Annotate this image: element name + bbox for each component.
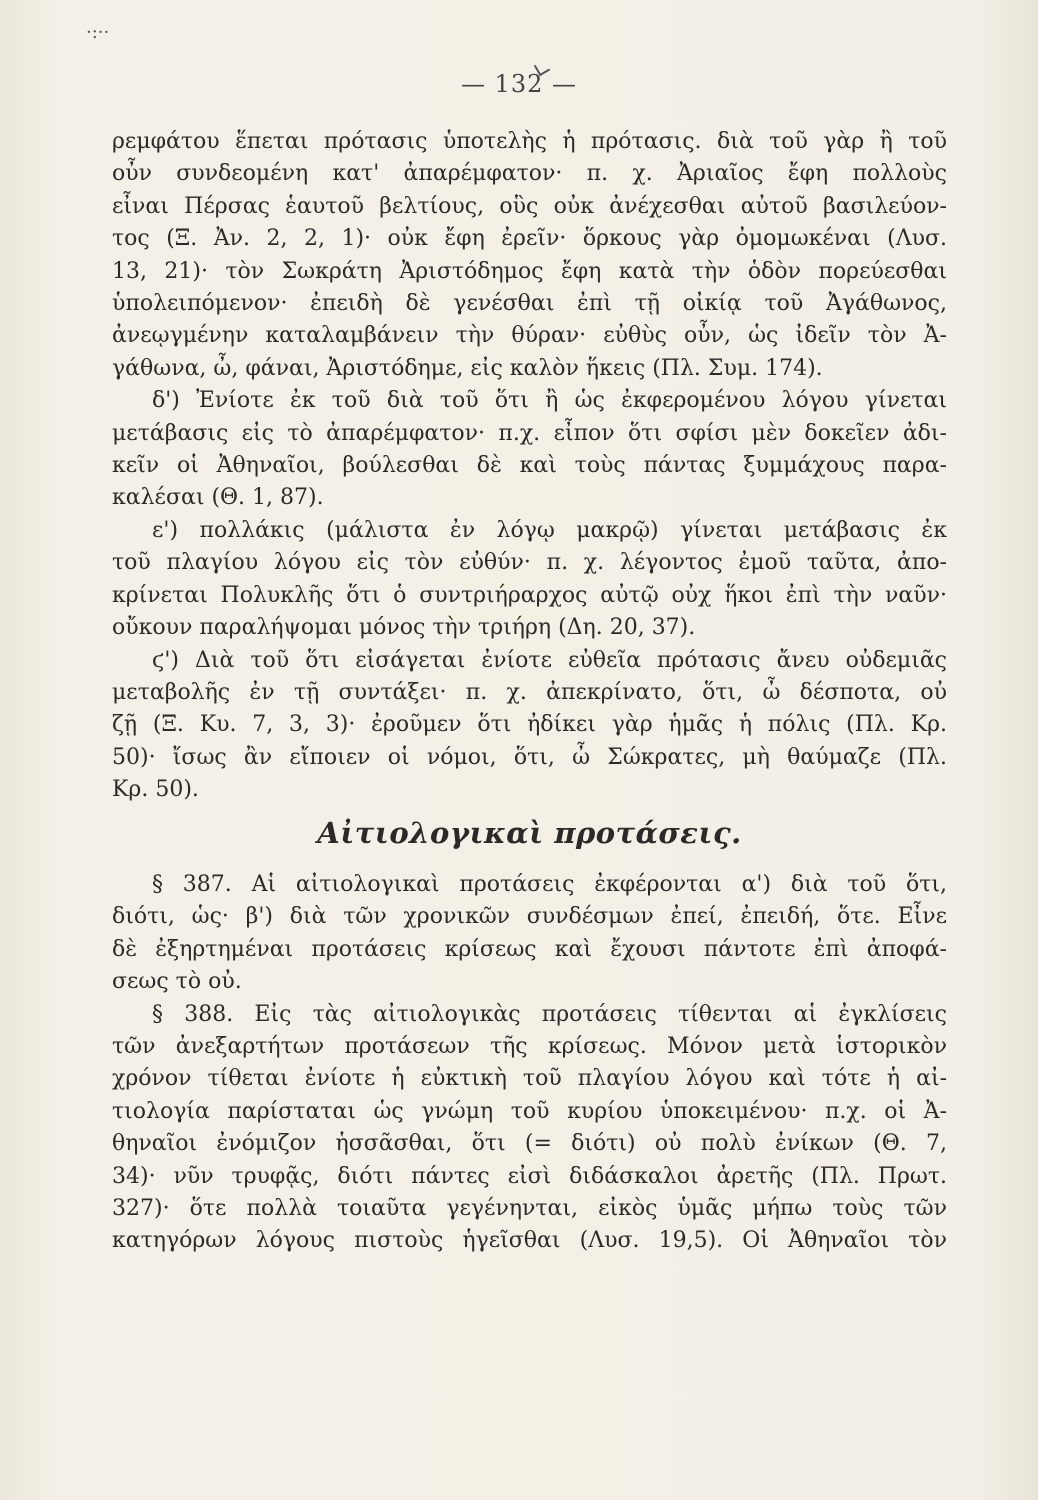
text-line: χρόνον τίθεται ἐνίοτε ἡ εὐκτικὴ τοῦ πλαγίου λόγου καὶ τότε ἡ αἰ- — [112, 1066, 947, 1092]
text-line: σεως τὸ οὐ. — [112, 969, 242, 995]
text-line: ἀνεῳγμένην καταλαμβάνειν τὴν θύραν· εὐθὺς οὖν, ὡς ἰδεῖν τὸν Ἀ- — [112, 323, 947, 349]
text-line: γάθωνα, ὦ, φάναι, Ἀριστόδημε, εἰς καλὸν ἥκεις (Πλ. Συμ. 174). — [112, 355, 823, 381]
text-line: § 388. Εἰς τὰς αἰτιολογικὰς προτάσεις τίθενται αἱ ἐγκλίσεις — [152, 1001, 947, 1027]
corner-marks: ·:·· — [86, 22, 110, 43]
text-line: μετάβασις εἰς τὸ ἀπαρέμφατον· π.χ. εἶπον ὅτι σφίσι μὲν δοκεῖεν ἀδι- — [112, 420, 947, 446]
text-line: 34)· νῦν τρυφᾷς, διότι πάντες εἰσὶ διδάσκαλοι ἀρετῆς (Πλ. Πρωτ. — [112, 1163, 947, 1189]
page-number: — 132 — — [460, 70, 578, 98]
text-line: καλέσαι (Θ. 1, 87). — [112, 485, 324, 511]
text-line: κεῖν οἱ Ἀθηναῖοι, βούλεσθαι δὲ καὶ τοὺς πάντας ξυμμάχους παρα- — [112, 453, 947, 479]
text-line: Κρ. 50). — [112, 777, 199, 803]
text-line: 327)· ὅτε πολλὰ τοιαῦτα γεγένηνται, εἰκὸς ὑμᾶς μήπω τοὺς τῶν — [112, 1196, 947, 1221]
section-heading: Αἰτιολογικαὶ προτάσεις. — [317, 815, 742, 850]
text-line: κρίνεται Πολυκλῆς ὅτι ὁ συντριήραρχος αὐτῷ οὐχ ἥκοι ἐπὶ τὴν ναῦν· — [112, 582, 947, 608]
text-line: διότι, ὡς· β') διὰ τῶν χρονικῶν συνδέσμων ἐπεί, ἐπειδή, ὅτε. Εἶνε — [112, 904, 947, 930]
text-body — [112, 126, 947, 1258]
text-line: τος (Ξ. Ἀν. 2, 2, 1)· οὐκ ἔφη ἐρεῖν· ὅρκους γὰρ ὀμομωκέναι (Λυσ. — [112, 226, 947, 252]
text-line: τιολογία παρίσταται ὡς γνώμη τοῦ κυρίου ὑποκειμένου· π.χ. οἱ Ἀ- — [112, 1098, 947, 1124]
text-line: οὖν συνδεομένη κατ' ἀπαρέμφατον· π. χ. Ἀριαῖος ἔφη πολλοὺς — [112, 161, 947, 187]
text-line: κατηγόρων λόγους πιστοὺς ἡγεῖσθαι (Λυσ. 19,5). Οἱ Ἀθηναῖοι τὸν — [112, 1228, 947, 1254]
text-line: ε') πολλάκις (μάλιστα ἐν λόγῳ μακρῷ) γίνεται μετάβασις ἐκ — [152, 517, 947, 543]
text-line: τοῦ πλαγίου λόγου εἰς τὸν εὐθύν· π. χ. λέγοντος ἐμοῦ ταῦτα, ἀπο- — [112, 550, 947, 576]
text-line: μεταβολῆς ἐν τῇ συντάξει· π. χ. ἀπεκρίνατο, ὅτι, ὦ δέσποτα, οὐ — [112, 679, 947, 705]
text-line: ζῇ (Ξ. Κυ. 7, 3, 3)· ἐροῦμεν ὅτι ἠδίκει γὰρ ἡμᾶς ἡ πόλις (Πλ. Κρ. — [112, 712, 947, 738]
text-line: τῶν ἀνεξαρτήτων προτάσεων τῆς κρίσεως. Μόνον μετὰ ἱστορικὸν — [112, 1033, 947, 1059]
text-line: ὑπολειπόμενον· ἐπειδὴ δὲ γενέσθαι ἐπὶ τῇ οἰκίᾳ τοῦ Ἀγάθωνος, — [112, 291, 947, 317]
text-line: θηναῖοι ἐνόμιζον ἡσσᾶσθαι, ὅτι (= διότι) οὐ πολὺ ἐνίκων (Θ. 7, — [112, 1131, 947, 1157]
text-line: δ') Ἐνίοτε ἐκ τοῦ διὰ τοῦ ὅτι ἢ ὡς ἐκφερομένου λόγου γίνεται — [152, 388, 947, 414]
text-line: ϛ') Διὰ τοῦ ὅτι εἰσάγεται ἐνίοτε εὐθεῖα πρότασις ἄνευ οὐδεμιᾶς — [152, 647, 947, 673]
text-line: δὲ ἐξηρτημέναι προτάσεις κρίσεως καὶ ἔχουσι πάντοτε ἐπὶ ἀποφά- — [112, 936, 947, 962]
text-line: 13, 21)· τὸν Σωκράτη Ἀριστόδημος ἔφη κατὰ τὴν ὁδὸν πορεύεσθαι — [112, 258, 947, 284]
text-line: § 387. Αἱ αἰτιολογικαὶ προτάσεις ἐκφέρονται α') διὰ τοῦ ὅτι, — [152, 871, 947, 897]
text-line: ρεμφάτου ἕπεται πρότασις ὑποτελὴς ἡ πρότασις. διὰ τοῦ γὰρ ἢ τοῦ — [112, 129, 947, 154]
text-line: εἶναι Πέρσας ἑαυτοῦ βελτίους, οὓς οὐκ ἀνέχεσθαι αὐτοῦ βασιλεύον- — [112, 193, 947, 219]
text-line: 50)· ἴσως ἂν εἴποιεν οἱ νόμοι, ὅτι, ὦ Σώκρατες, μὴ θαύμαζε (Πλ. — [112, 744, 947, 770]
text-line: οὔκουν παραλήψομαι μόνος τὴν τριήρη (Δη. 20, 37). — [112, 615, 696, 641]
